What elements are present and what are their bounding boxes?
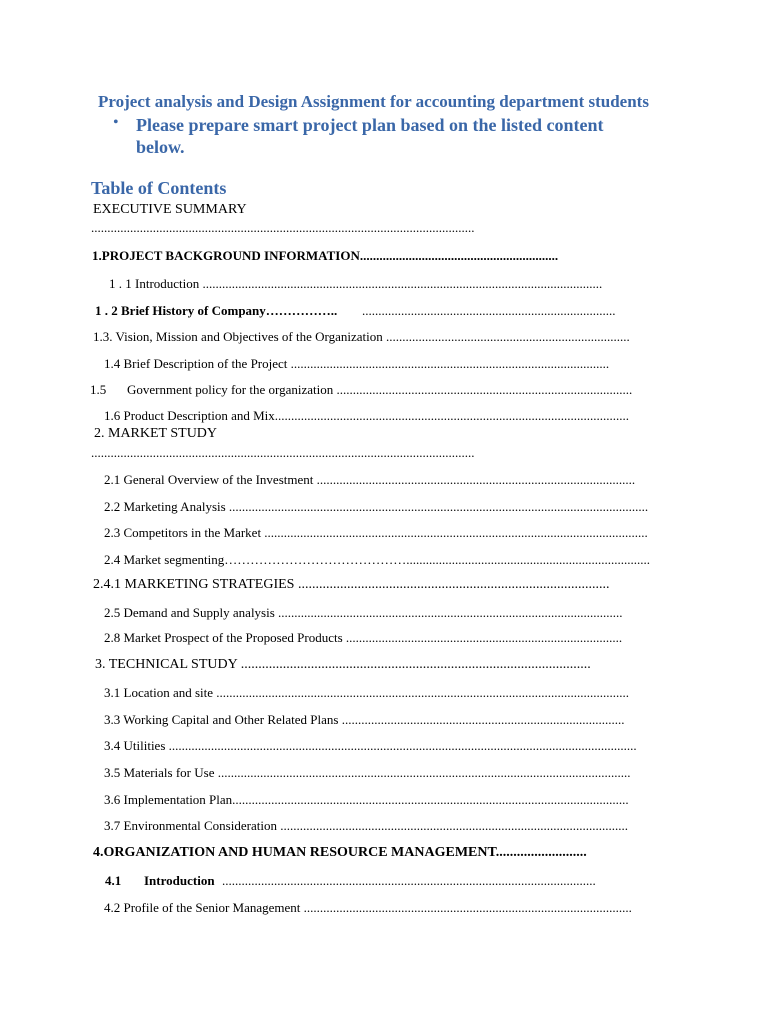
toc-heading: Table of Contents — [91, 178, 227, 198]
toc-section-1-5-number: 1.5 — [90, 382, 107, 397]
toc-section-4-1: Introduction — [144, 873, 215, 888]
toc-section-4-2: 4.2 Profile of the Senior Management ..................................................................................................... — [104, 900, 632, 915]
toc-section-1-5: Government policy for the organization ........................................................................................... — [127, 382, 633, 397]
toc-section-2: 2. MARKET STUDY — [94, 426, 218, 441]
toc-section-3-5: 3.5 Materials for Use ............................................................................................................................... — [104, 765, 631, 780]
toc-section-3-6: 3.6 Implementation Plan.......................................................................................................................... — [104, 792, 629, 807]
toc-section-2-8: 2.8 Market Prospect of the Proposed Products ..................................................................................... — [104, 630, 623, 645]
toc-section-2-2: 2.2 Marketing Analysis ................................................................................................................................. — [104, 499, 649, 514]
toc-section-3-3: 3.3 Working Capital and Other Related Plans ....................................................................................... — [104, 712, 625, 727]
toc-executive-summary-leader: ...................................................................................................................... — [91, 220, 475, 235]
toc-section-2-4: 2.4 Market segmenting……………………………………........................................................................... — [104, 552, 650, 567]
toc-section-3-1: 3.1 Location and site ............................................................................................................................... — [104, 685, 630, 700]
toc-section-1: 1.PROJECT BACKGROUND INFORMATION............................................................. — [92, 248, 559, 263]
bullet-icon: • — [113, 114, 119, 131]
toc-section-1-2: 1 . 2 Brief History of Company…………….. — [95, 303, 338, 318]
toc-section-2-leader: ...................................................................................................................... — [91, 445, 475, 460]
toc-section-4-1-number: 4.1 — [105, 873, 122, 888]
toc-section-1-6: 1.6 Product Description and Mix............................................................................................................. — [104, 408, 630, 423]
toc-section-2-3: 2.3 Competitors in the Market ...................................................................................................................... — [104, 525, 648, 540]
toc-section-3-4: 3.4 Utilities ................................................................................................................................................ — [104, 738, 637, 753]
toc-section-2-5: 2.5 Demand and Supply analysis .......................................................................................................... — [104, 605, 623, 620]
toc-section-2-4-1: 2.4.1 MARKETING STRATEGIES ......................................................................................... — [93, 577, 610, 592]
toc-section-3: 3. TECHNICAL STUDY .................................................................................................... — [95, 657, 591, 672]
toc-section-1-4: 1.4 Brief Description of the Project .................................................................................................. — [104, 356, 610, 371]
document-title: Project analysis and Design Assignment for accounting department students — [98, 92, 649, 111]
toc-section-1-3: 1.3. Vision, Mission and Objectives of the Organization ........................................................................... — [93, 329, 630, 344]
toc-section-1-2-leader: .............................................................................. — [362, 303, 616, 318]
toc-section-1-1: 1 . 1 Introduction ........................................................................................................................... — [109, 276, 603, 291]
toc-section-2-1: 2.1 General Overview of the Investment .................................................................................................. — [104, 472, 636, 487]
assignment-instruction: Please prepare smart project plan based on the listed content below. — [136, 115, 604, 157]
toc-section-3-7: 3.7 Environmental Consideration ........................................................................................................... — [104, 818, 628, 833]
toc-section-4: 4.ORGANIZATION AND HUMAN RESOURCE MANAGEMENT.......................... — [93, 845, 587, 860]
toc-section-4-1-leader: ................................................................................................................... — [222, 873, 596, 888]
toc-executive-summary: EXECUTIVE SUMMARY — [93, 202, 247, 217]
